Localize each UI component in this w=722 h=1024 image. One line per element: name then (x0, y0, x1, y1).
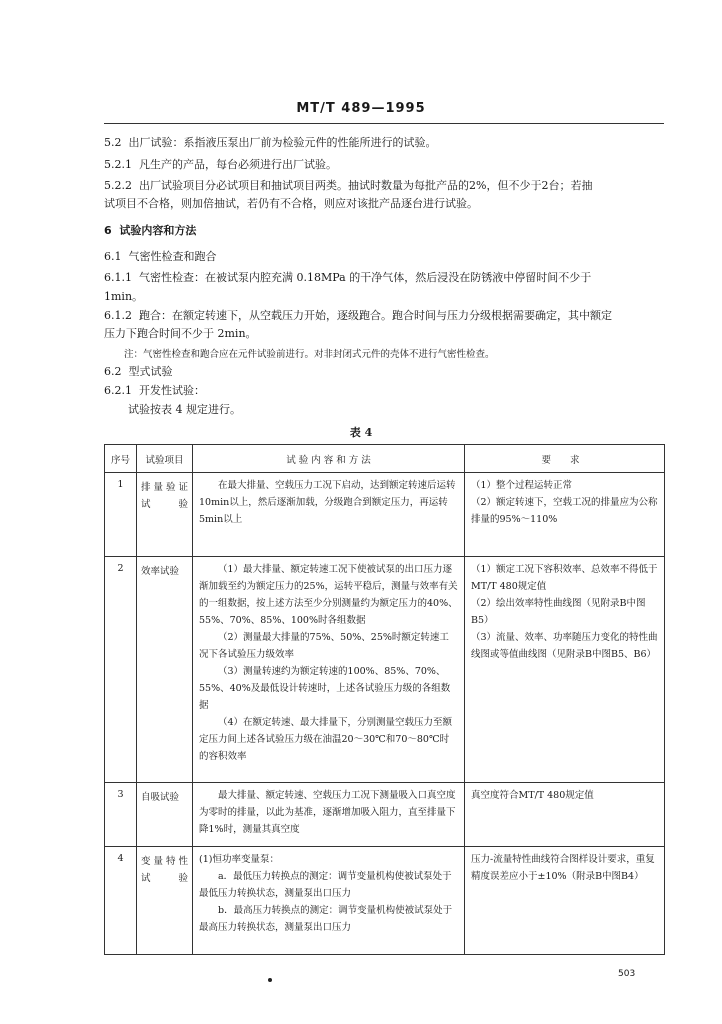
method-paragraph: (1)恒功率变量泵： (199, 854, 279, 865)
requirement-paragraph: 压力-流量特性曲线符合图样设计要求，重复精度误差应小于±10%（附录B中图B4） (471, 854, 655, 882)
section-5-2-1: 5.2.1 凡生产的产品，每台必须进行出厂试验。 (104, 158, 337, 171)
test-table (104, 444, 665, 955)
section-6-2: 6.2 型式试验 (104, 365, 173, 378)
row-requirement (465, 847, 665, 955)
method-paragraph: （3）测量转速约为额定转速的100%、85%、70%、55%、40%及最低设计转速时，上述各试验压力级的各组数据 (199, 666, 451, 711)
table-caption: 表 4 (349, 426, 373, 439)
table-row (105, 473, 665, 557)
row-method (193, 783, 465, 847)
requirement-paragraph: （1）整个过程运转正常 (471, 480, 573, 491)
section-6-1: 6.1 气密性检查和跑合 (104, 250, 217, 263)
method-paragraph: （2）测量最大排量的75%、50%、25%时额定转速工况下各试验压力级效率 (199, 632, 449, 660)
section-5-2-2: 5.2.2 出厂试验项目分必试项目和抽试项目两类。抽试时数量为每批产品的2%，但不少于2台；若抽 (104, 179, 593, 192)
table-row (105, 557, 665, 783)
row-item-line: 试 验 (141, 873, 188, 884)
row-method (193, 847, 465, 955)
section-6-1-1: 6.1.1 气密性检查：在被试泵内腔充满 0.18MPa 的干净气体，然后浸没在防锈液中停留时间不少于 (104, 271, 592, 284)
row-method (193, 473, 465, 557)
requirement-paragraph: （3）流量、效率、功率随压力变化的特性曲线图或等值曲线图（见附录B中图B5、B6） (471, 632, 658, 660)
table-row (105, 847, 665, 955)
page-number: 503 (618, 969, 636, 979)
method-paragraph: a．最低压力转换点的测定：调节变量机构使被试泵处于最低压力转换状态，测量泵出口压力 (199, 871, 452, 899)
section-5-2: 5.2 出厂试验：系指液压泵出厂前为检验元件的性能所进行的试验。 (104, 136, 437, 149)
section-6-1-2: 6.1.2 跑合：在额定转速下，从空载压力开始，逐级跑合。跑合时间与压力分级根据需要确定，其中额定 (104, 309, 612, 322)
page-header: MT/T 489—1995 (296, 101, 426, 116)
section-6-2-1: 6.2.1 开发性试验： (104, 384, 205, 397)
section-6-2-1-cont: 试验按表 4 规定进行。 (128, 403, 241, 416)
requirement-paragraph: （1）额定工况下容积效率、总效率不得低于MT/T 480规定值 (471, 564, 658, 592)
section-5-2-2-cont: 试项目不合格，则加倍抽试，若仍有不合格，则应对该批产品逐台进行试验。 (104, 197, 478, 210)
row-item-line: 变量特性 (141, 856, 188, 867)
section-6-heading: 6 试验内容和方法 (104, 224, 197, 237)
row-requirement (465, 557, 665, 783)
row-requirement (465, 783, 665, 847)
method-paragraph: 最大排量、额定转速、空载压力工况下测量吸入口真空度为零时的排量，以此为基准，逐渐增加吸入阻力，直至排量下降1%时，测量其真空度 (199, 790, 456, 835)
requirement-paragraph: 真空度符合MT/T 480规定值 (471, 790, 594, 801)
row-num: 2 (105, 557, 137, 783)
header-num: 序号 (105, 445, 137, 473)
row-item-line: 自吸试验 (141, 792, 180, 803)
method-paragraph: 在最大排量、空载压力工况下启动，达到额定转速后运转10min以上，然后逐渐加载，分级跑合到额定压力，再运转5min以上 (199, 480, 456, 525)
section-6-1-1-cont: 1min。 (104, 290, 144, 303)
row-item (137, 473, 193, 557)
requirement-paragraph: （2）绘出效率特性曲线图（见附录B中图B5） (471, 598, 646, 626)
row-num: 3 (105, 783, 137, 847)
table-row (105, 783, 665, 847)
section-note: 注：气密性检查和跑合应在元件试验前进行。对非封闭式元件的壳体不进行气密性检查。 (124, 349, 495, 360)
method-paragraph: （1）最大排量、额定转速工况下使被试泵的出口压力逐渐加载至约为额定压力的25%，运转平稳后，测量与效率有关的一组数据，按上述方法至少分别测量约为额定压力的40%、55%、70%、85%、100%时各组数据 (199, 564, 458, 626)
requirement-paragraph: （2）额定转速下，空载工况的排量应为公称排量的95%～110% (471, 497, 658, 525)
row-num: 1 (105, 473, 137, 557)
row-method (193, 557, 465, 783)
row-num: 4 (105, 847, 137, 955)
header-divider (104, 123, 664, 124)
row-item (137, 783, 193, 847)
row-item-line: 试 验 (141, 499, 188, 510)
header-requirement: 要 求 (465, 445, 665, 473)
row-item-line: 效率试验 (141, 566, 180, 577)
header-item: 试验项目 (137, 445, 193, 473)
row-item (137, 847, 193, 955)
method-paragraph: （4）在额定转速、最大排量下，分别测量空载压力至额定压力间上述各试验压力级在油温20～30℃和70～80℃时的容积效率 (199, 717, 453, 762)
row-item-line: 排量验证 (141, 482, 188, 493)
scan-dot (268, 978, 272, 982)
section-6-1-2-cont: 压力下跑合时间不少于 2min。 (104, 327, 257, 340)
row-requirement (465, 473, 665, 557)
method-paragraph: b．最高压力转换点的测定：调节变量机构使被试泵处于最高压力转换状态，测量泵出口压力 (199, 905, 453, 933)
table-header-row (105, 445, 665, 473)
row-item (137, 557, 193, 783)
header-method: 试 验 内 容 和 方 法 (193, 445, 465, 473)
